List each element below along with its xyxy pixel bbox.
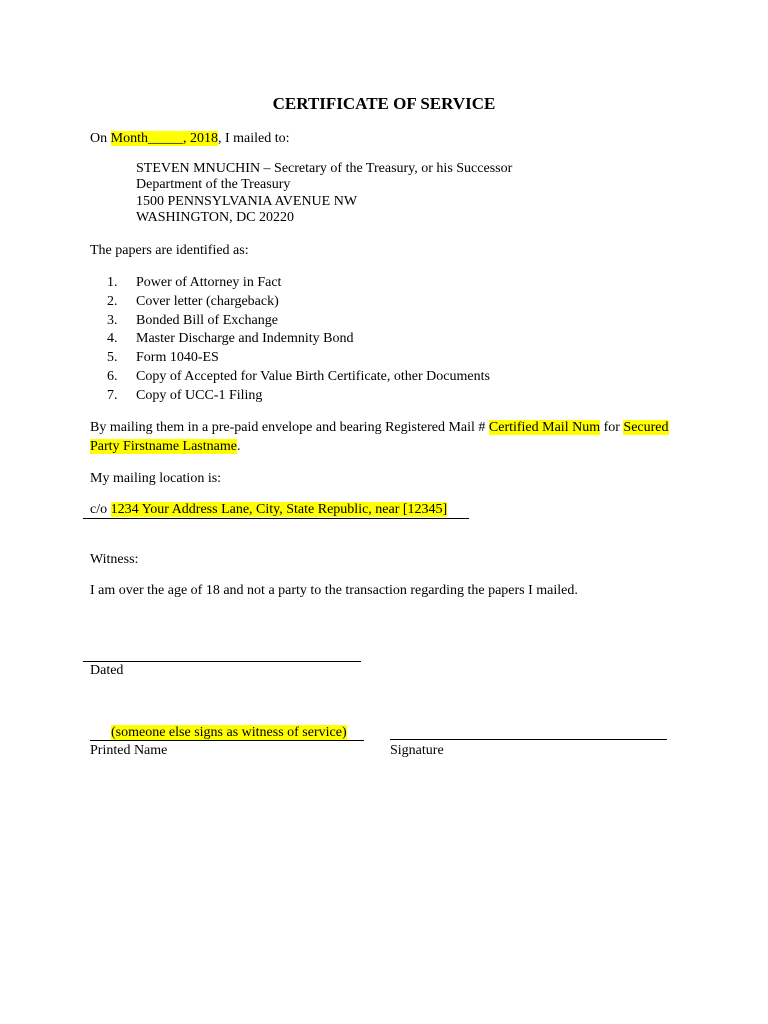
papers-intro: The papers are identified as: [90,243,249,258]
list-item-number: 3. [107,312,118,328]
list-item [107,350,490,369]
mailing-suffix: . [236,439,241,454]
list-item-text: Master Discharge and Indemnity Bond [136,331,354,347]
mailed-prefix: On [90,131,111,146]
document-title: CERTIFICATE OF SERVICE [272,94,496,113]
list-item-number: 5. [107,350,118,366]
mailed-date-placeholder: Month_____, 2018 [110,131,218,146]
recipient-line-2: Department of the Treasury [136,177,291,193]
mailing-prefix: By mailing them in a pre-paid envelope and bearing Registered Mail # [90,420,489,435]
list-item-text: Copy of Accepted for Value Birth Certificate, other Documents [136,368,490,384]
recipient-line-3: 1500 PENNSYLVANIA AVENUE NW [136,193,358,209]
list-item [107,369,490,388]
mailed-suffix: , I mailed to: [217,131,290,146]
list-item-number: 4. [107,331,118,347]
mailing-paragraph-line-1 [90,420,669,436]
list-item-text: Cover letter (chargeback) [136,293,279,309]
list-item [107,275,490,294]
mailing-middle: for [600,420,624,435]
mailing-location-line [90,502,447,518]
list-item-number: 6. [107,368,118,384]
signature-line [390,739,667,740]
list-item-number: 1. [107,275,118,290]
list-item-number: 2. [107,293,118,309]
recipient-line-1: STEVEN MNUCHIN – Secretary of the Treasury, or his Successor [136,161,513,176]
list-item [107,294,490,313]
signature-label: Signature [390,743,444,758]
list-item-text: Copy of UCC-1 Filing [136,387,263,403]
list-item-text: Bonded Bill of Exchange [136,312,278,328]
location-prefix: c/o [90,502,111,517]
mailing-paragraph-line-2 [90,439,240,455]
list-item [107,388,490,407]
mail-number-placeholder: Certified Mail Num [488,420,601,435]
list-item-text: Form 1040-ES [136,350,219,366]
printed-name-line [90,726,364,741]
printed-name-label: Printed Name [90,743,168,758]
printed-name-placeholder: (someone else signs as witness of service) [111,725,347,740]
witness-label: Witness: [90,552,139,567]
party-name-placeholder-start: Secured [623,420,669,435]
location-intro: My mailing location is: [90,471,222,486]
recipient-address [136,161,512,226]
dated-label: Dated [90,663,124,678]
address-placeholder: 1234 Your Address Lane, City, State Republic, near [12345] [110,502,448,517]
dated-line [83,661,361,662]
address-underline [83,518,469,519]
list-item-number: 7. [107,387,118,403]
list-item-text: Power of Attorney in Fact [136,275,282,290]
witness-statement: I am over the age of 18 and not a party to the transaction regarding the papers I mailed. [90,583,578,598]
party-name-placeholder-end: Party Firstname Lastname [90,439,237,454]
list-item [107,331,490,350]
recipient-line-4: WASHINGTON, DC 20220 [136,209,295,225]
mailed-date-line [90,131,290,147]
papers-list [107,275,490,407]
list-item [107,313,490,332]
